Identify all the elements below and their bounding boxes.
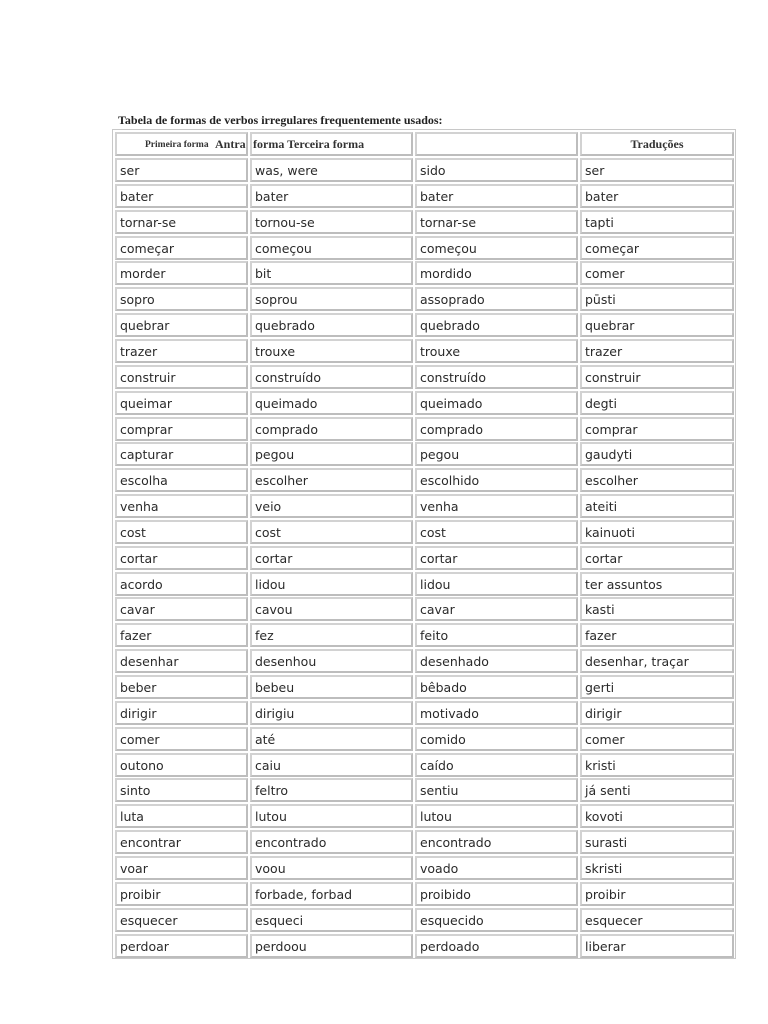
table-cell-first-form: desenhar: [115, 649, 248, 673]
table-cell-third-form: cost: [415, 520, 578, 544]
table-cell-translation: liberar: [580, 934, 734, 958]
table-cell-translation: construir: [580, 365, 734, 389]
table-cell-second-form: perdoou: [250, 934, 413, 958]
table-cell-first-form: bater: [115, 184, 248, 208]
table-cell-second-form: lutou: [250, 804, 413, 828]
table-cell-translation: gerti: [580, 675, 734, 699]
table-cell-first-form: venha: [115, 494, 248, 518]
table-cell-first-form: acordo: [115, 572, 248, 596]
table-cell-third-form: caído: [415, 753, 578, 777]
header-third-form: forma Terceira forma: [253, 137, 365, 151]
table-cell-translation: comer: [580, 261, 734, 285]
table-cell-second-form: cortar: [250, 546, 413, 570]
table-cell-third-form: tornar-se: [415, 210, 578, 234]
table-cell-third-form: esquecido: [415, 908, 578, 932]
table-cell-third-form: escolhido: [415, 468, 578, 492]
table-cell-first-form: quebrar: [115, 313, 248, 337]
table-cell-third-form: cavar: [415, 597, 578, 621]
table-cell-third-form: proibido: [415, 882, 578, 906]
table-cell-first-form: começar: [115, 236, 248, 260]
table-cell-translation: ser: [580, 158, 734, 182]
table-cell-translation: degti: [580, 391, 734, 415]
table-cell-second-form: bebeu: [250, 675, 413, 699]
table-cell-first-form: tornar-se: [115, 210, 248, 234]
header-translations: Traduções: [630, 137, 684, 151]
table-cell-translation: começar: [580, 236, 734, 260]
table-cell-translation: trazer: [580, 339, 734, 363]
table-cell-first-form: voar: [115, 856, 248, 880]
table-cell-second-form: fez: [250, 623, 413, 647]
table-cell-translation: fazer: [580, 623, 734, 647]
table-cell-third-form: sido: [415, 158, 578, 182]
table-cell-first-form: encontrar: [115, 830, 248, 854]
table-cell-first-form: fazer: [115, 623, 248, 647]
table-cell-first-form: beber: [115, 675, 248, 699]
table-cell-first-form: perdoar: [115, 934, 248, 958]
table-cell-translation: esquecer: [580, 908, 734, 932]
table-cell-translation: ateiti: [580, 494, 734, 518]
table-cell-translation: bater: [580, 184, 734, 208]
table-cell-first-form: proibir: [115, 882, 248, 906]
table-cell-second-form: caiu: [250, 753, 413, 777]
table-cell-second-form: tornou-se: [250, 210, 413, 234]
table-cell-first-form: sinto: [115, 778, 248, 802]
table-cell-second-form: lidou: [250, 572, 413, 596]
header-cell-fourth: [415, 132, 578, 156]
table-cell-first-form: queimar: [115, 391, 248, 415]
header-cell-translations: [580, 132, 734, 156]
table-cell-third-form: feito: [415, 623, 578, 647]
table-cell-translation: quebrar: [580, 313, 734, 337]
verb-table: [112, 129, 736, 959]
table-cell-translation: kainuoti: [580, 520, 734, 544]
table-cell-translation: dirigir: [580, 701, 734, 725]
table-cell-translation: proibir: [580, 882, 734, 906]
table-cell-first-form: capturar: [115, 442, 248, 466]
table-cell-third-form: comido: [415, 727, 578, 751]
header-first-form: Primeira forma: [145, 140, 209, 150]
table-cell-third-form: perdoado: [415, 934, 578, 958]
table-cell-third-form: voado: [415, 856, 578, 880]
table-cell-third-form: motivado: [415, 701, 578, 725]
table-cell-second-form: esqueci: [250, 908, 413, 932]
table-cell-first-form: luta: [115, 804, 248, 828]
table-cell-translation: surasti: [580, 830, 734, 854]
table-cell-first-form: esquecer: [115, 908, 248, 932]
table-cell-second-form: trouxe: [250, 339, 413, 363]
table-cell-second-form: cost: [250, 520, 413, 544]
table-cell-first-form: outono: [115, 753, 248, 777]
table-cell-first-form: ser: [115, 158, 248, 182]
table-cell-second-form: comprado: [250, 417, 413, 441]
table-cell-third-form: lutou: [415, 804, 578, 828]
table-cell-third-form: bêbado: [415, 675, 578, 699]
table-cell-second-form: desenhou: [250, 649, 413, 673]
table-cell-second-form: forbade, forbad: [250, 882, 413, 906]
table-cell-first-form: comprar: [115, 417, 248, 441]
table-cell-second-form: bater: [250, 184, 413, 208]
table-cell-third-form: cortar: [415, 546, 578, 570]
table-cell-first-form: dirigir: [115, 701, 248, 725]
table-cell-second-form: veio: [250, 494, 413, 518]
table-cell-second-form: escolher: [250, 468, 413, 492]
table-cell-second-form: quebrado: [250, 313, 413, 337]
table-cell-third-form: sentiu: [415, 778, 578, 802]
table-cell-second-form: até: [250, 727, 413, 751]
table-cell-second-form: feltro: [250, 778, 413, 802]
table-cell-second-form: construído: [250, 365, 413, 389]
table-cell-translation: kovoti: [580, 804, 734, 828]
table-cell-first-form: escolha: [115, 468, 248, 492]
table-cell-second-form: começou: [250, 236, 413, 260]
table-cell-translation: cortar: [580, 546, 734, 570]
table-cell-third-form: assoprado: [415, 287, 578, 311]
table-cell-third-form: construído: [415, 365, 578, 389]
table-cell-translation: ter assuntos: [580, 572, 734, 596]
table-cell-second-form: dirigiu: [250, 701, 413, 725]
table-cell-second-form: soprou: [250, 287, 413, 311]
table-cell-first-form: cortar: [115, 546, 248, 570]
table-cell-translation: tapti: [580, 210, 734, 234]
table-cell-second-form: bit: [250, 261, 413, 285]
table-cell-third-form: bater: [415, 184, 578, 208]
table-cell-first-form: cost: [115, 520, 248, 544]
table-cell-first-form: morder: [115, 261, 248, 285]
table-cell-second-form: queimado: [250, 391, 413, 415]
table-cell-second-form: encontrado: [250, 830, 413, 854]
table-cell-second-form: cavou: [250, 597, 413, 621]
table-cell-third-form: desenhado: [415, 649, 578, 673]
table-cell-second-form: was, were: [250, 158, 413, 182]
header-second-form: Antra: [215, 137, 246, 151]
table-cell-first-form: cavar: [115, 597, 248, 621]
table-cell-translation: gaudyti: [580, 442, 734, 466]
page-title: Tabela de formas de verbos irregulares frequentemente usados:: [118, 113, 443, 127]
table-cell-third-form: venha: [415, 494, 578, 518]
table-cell-translation: comer: [580, 727, 734, 751]
table-cell-third-form: trouxe: [415, 339, 578, 363]
table-cell-translation: kristi: [580, 753, 734, 777]
table-cell-first-form: trazer: [115, 339, 248, 363]
table-cell-second-form: voou: [250, 856, 413, 880]
table-cell-first-form: sopro: [115, 287, 248, 311]
table-cell-translation: kasti: [580, 597, 734, 621]
table-cell-translation: desenhar, traçar: [580, 649, 734, 673]
table-cell-translation: comprar: [580, 417, 734, 441]
table-cell-translation: já senti: [580, 778, 734, 802]
table-cell-third-form: começou: [415, 236, 578, 260]
table-cell-third-form: mordido: [415, 261, 578, 285]
table-cell-translation: skristi: [580, 856, 734, 880]
table-cell-translation: pūsti: [580, 287, 734, 311]
table-cell-third-form: quebrado: [415, 313, 578, 337]
table-cell-third-form: encontrado: [415, 830, 578, 854]
table-cell-third-form: lidou: [415, 572, 578, 596]
table-cell-first-form: construir: [115, 365, 248, 389]
table-cell-third-form: queimado: [415, 391, 578, 415]
table-cell-second-form: pegou: [250, 442, 413, 466]
table-cell-third-form: pegou: [415, 442, 578, 466]
table-cell-third-form: comprado: [415, 417, 578, 441]
table-cell-first-form: comer: [115, 727, 248, 751]
table-cell-translation: escolher: [580, 468, 734, 492]
